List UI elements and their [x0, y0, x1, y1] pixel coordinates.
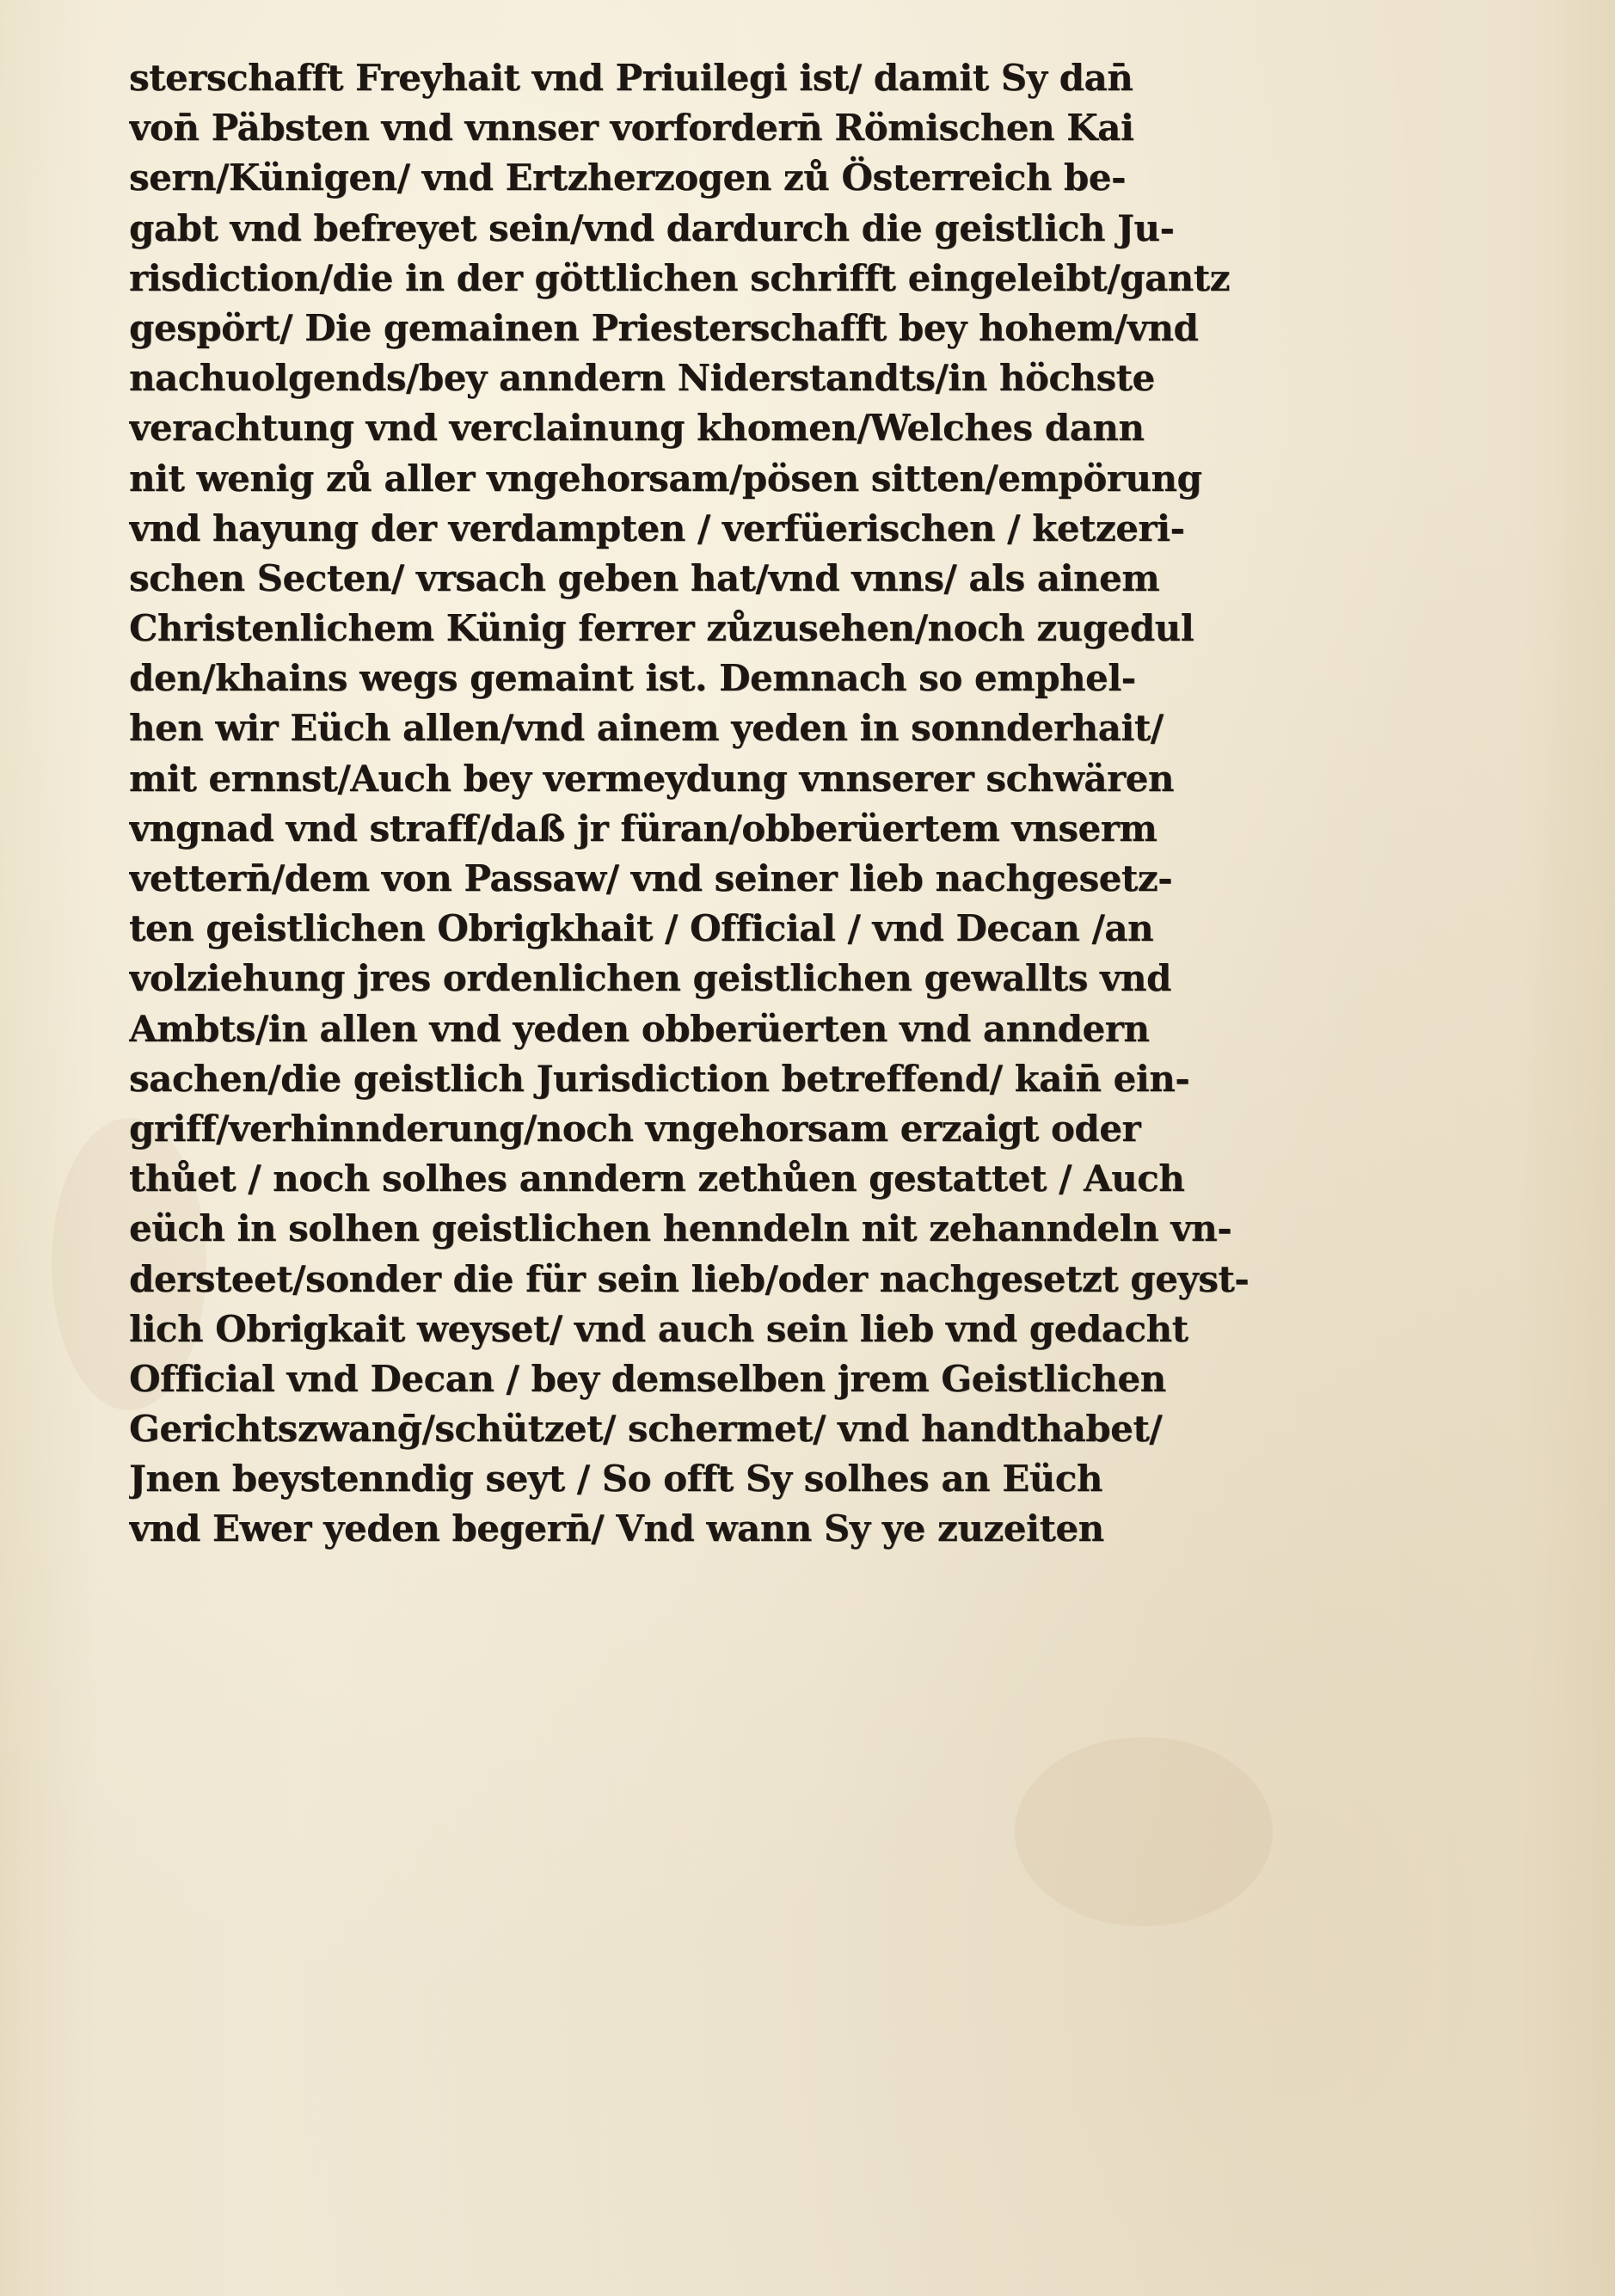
text-line: Gerichtszwanḡ/schützet/ schermet/ vnd handthabet/	[129, 1408, 1163, 1451]
text-block	[129, 53, 1548, 2212]
text-line: nit wenig zů aller vngehorsam/pösen sitten/empörung	[129, 457, 1202, 500]
text-line: gabt vnd befreyet sein/vnd dardurch die geistlich Ju-	[129, 206, 1175, 249]
text-line: Official vnd Decan / bey demselben jrem Geistlichen	[129, 1357, 1166, 1400]
text-line: vnd hayung der verdampten / verfüerischen / ketzeri-	[129, 506, 1185, 549]
text-line: verachtung vnd verclainung khomen/Welches dann	[129, 407, 1145, 450]
text-line: nachuolgends/bey anndern Niderstandts/in höchste	[129, 357, 1155, 400]
text-line: risdiction/die in der göttlichen schrifft eingeleibt/gantz	[129, 256, 1230, 299]
text-line: lich Obrigkait weyset/ vnd auch sein lieb vnd gedacht	[129, 1307, 1188, 1350]
text-line: von̄ Päbsten vnd vnnser vorfordern̄ Römischen Kai	[129, 107, 1134, 150]
text-line: hen wir Eüch allen/vnd ainem yeden in sonnderhait/	[129, 707, 1164, 750]
text-line: thůet / noch solhes anndern zethůen gestattet / Auch	[129, 1157, 1185, 1200]
text-line: Jnen beystenndig seyt / So offt Sy solhes an Eüch	[129, 1458, 1102, 1501]
text-line: mit ernnst/Auch bey vermeydung vnnserer schwären	[129, 757, 1174, 800]
text-line: sterschafft Freyhait vnd Priuilegi ist/ damit Sy dan̄	[129, 57, 1133, 99]
text-line: griff/verhinnderung/noch vngehorsam erzaigt oder	[129, 1107, 1141, 1150]
text-line: sern/Künigen/ vnd Ertzherzogen zů Österreich be-	[129, 157, 1126, 200]
text-line: schen Secten/ vrsach geben hat/vnd vnns/ als ainem	[129, 556, 1160, 599]
text-line: vettern̄/dem von Passaw/ vnd seiner lieb nachgesetz-	[129, 857, 1173, 899]
text-line: sachen/die geistlich Jurisdiction betreffend/ kain̄ ein-	[129, 1057, 1190, 1100]
text-line: dersteet/sonder die für sein lieb/oder nachgesetzt geyst-	[129, 1257, 1250, 1300]
text-line: eüch in solhen geistlichen henndeln nit zehanndeln vn-	[129, 1207, 1232, 1250]
text-line: vnd Ewer yeden begern̄/ Vnd wann Sy ye zuzeiten	[129, 1507, 1104, 1550]
text-line: gespört/ Die gemainen Priesterschafft bey hohem/vnd	[129, 306, 1199, 349]
text-line: ten geistlichen Obrigkhait / Official / vnd Decan /an	[129, 907, 1154, 950]
text-line: volziehung jres ordenlichen geistlichen gewallts vnd	[129, 957, 1171, 1000]
text-line: Christenlichem Künig ferrer zůzusehen/noch zugedul	[129, 607, 1194, 650]
text-line: vngnad vnd straff/daß jr füran/obberüertem vnserm	[129, 807, 1158, 850]
text-line: Ambts/in allen vnd yeden obberüerten vnd anndern	[129, 1007, 1150, 1050]
text-line: den/khains wegs gemaint ist. Demnach so emphel-	[129, 657, 1136, 700]
